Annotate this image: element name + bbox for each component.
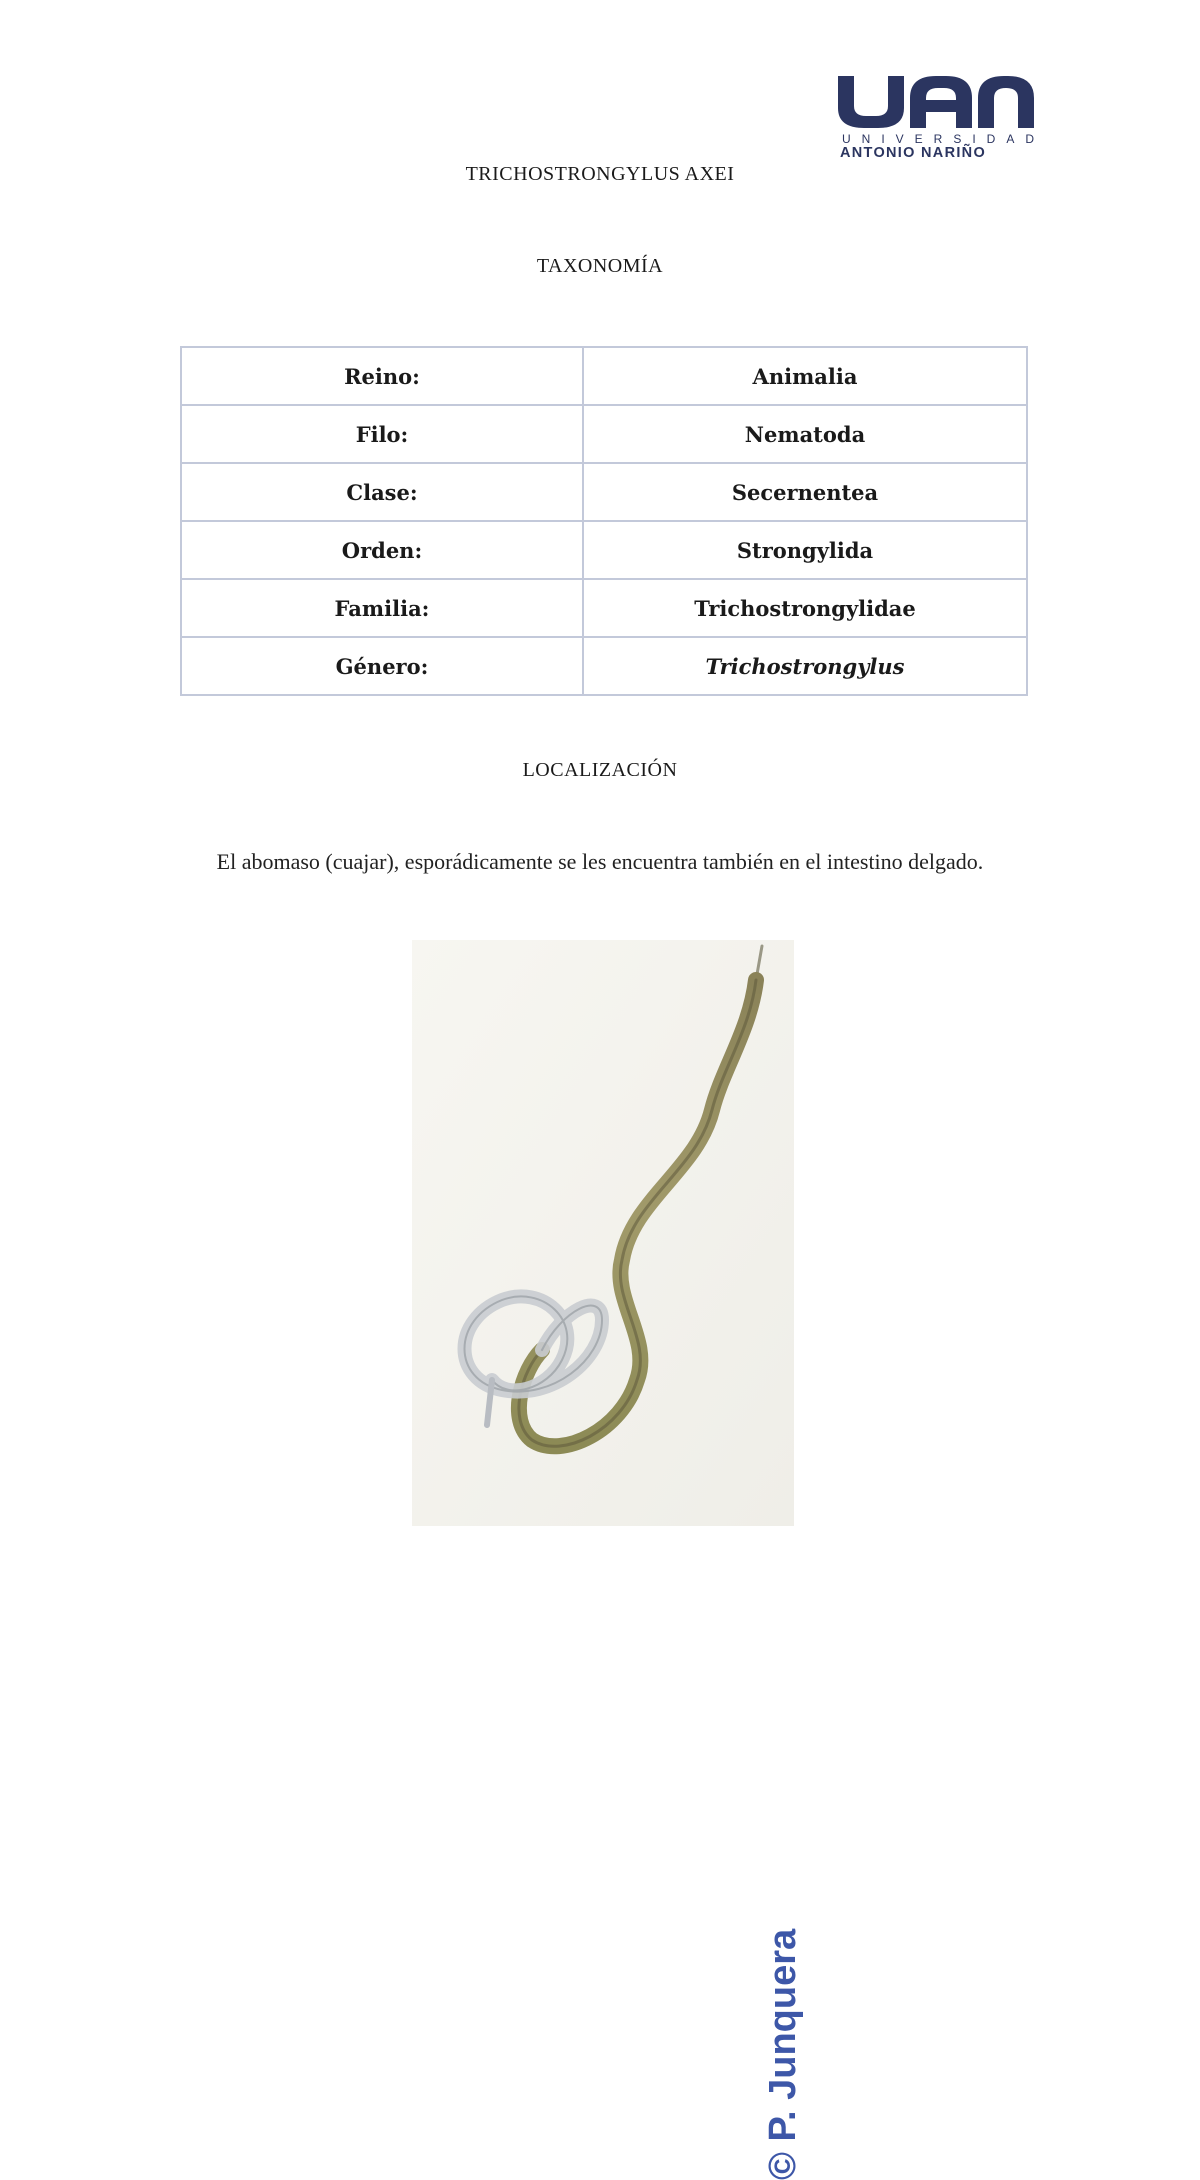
table-row [181,521,1027,579]
table-row [181,463,1027,521]
taxonomy-rank: Familia: [181,579,583,637]
taxonomy-rank: Reino: [181,347,583,405]
taxonomy-rank: Género: [181,637,583,695]
location-heading: LOCALIZACIÓN [522,759,678,781]
taxonomy-table [180,346,1028,696]
logo-subtitle-line2: ANTONIO NARIÑO [840,145,987,161]
taxonomy-value: Animalia [583,347,1027,405]
taxonomy-value: Trichostrongylus [583,637,1027,695]
taxonomy-value: Nematoda [583,405,1027,463]
document-title: TRICHOSTRONGYLUS AXEI [465,163,735,185]
taxonomy-value: Secernentea [583,463,1027,521]
uan-logo-mark [836,74,1034,130]
table-row [181,347,1027,405]
taxonomy-rank: Filo: [181,405,583,463]
table-row [181,637,1027,695]
nematode-illustration [412,940,794,1526]
taxonomy-value: Trichostrongylidae [583,579,1027,637]
taxonomy-rank: Clase: [181,463,583,521]
taxonomy-rank: Orden: [181,521,583,579]
image-credit: © P. Junquera [762,1928,804,2180]
university-logo [836,74,1046,161]
location-paragraph: El abomaso (cuajar), esporádicamente se les encuentra también en el intestino delgado. [216,849,984,874]
logo-subtitle-line1: UNIVERSIDAD [842,132,1046,146]
table-row [181,405,1027,463]
nematode-photo [412,940,804,2180]
table-row [181,579,1027,637]
taxonomy-value: Strongylida [583,521,1027,579]
taxonomy-heading: TAXONOMÍA [536,255,664,277]
